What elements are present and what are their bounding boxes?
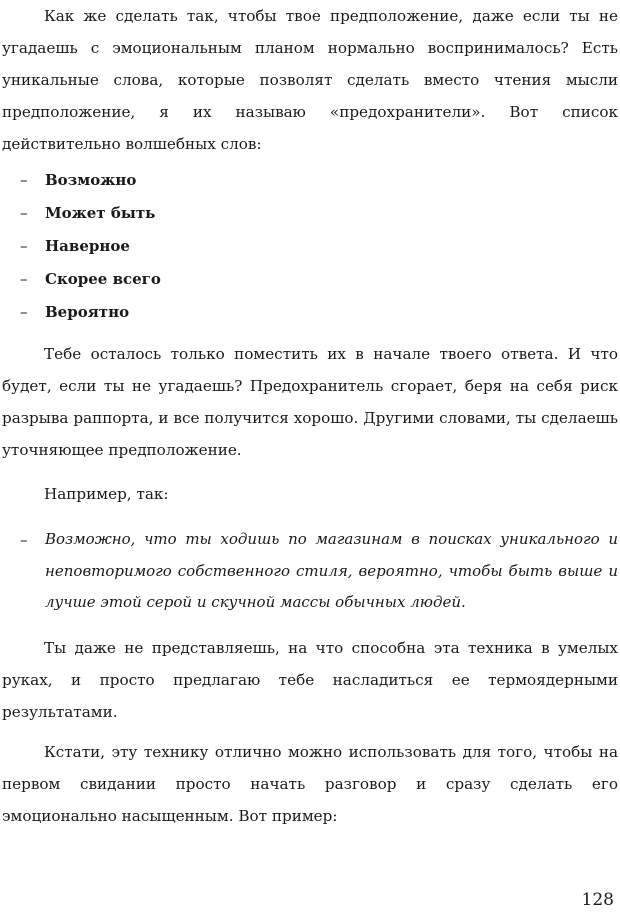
intro-paragraph: Как же сделать так, чтобы твое предположение, даже если ты не угадаешь с эмоциональным планом нормально воспринималось? Есть уникальные слова, которые позволят сделать вместо чтения мысли предположение, я их называю «предохранители». Вот список действительно волшебных слов: [2, 7, 618, 153]
magic-words-list [20, 164, 600, 329]
list-item [20, 263, 600, 296]
list-dash: – [20, 303, 28, 321]
body-paragraph: Тебе осталось только поместить их в начале твоего ответа. И что будет, если ты не угадаешь? Предохранитель сгорает, беря на себя риск разрыва раппорта, и все получится хорошо. Другими словами, ты сделаешь уточняющее предположение. [2, 345, 618, 459]
list-item [20, 296, 600, 329]
list-item [20, 197, 600, 230]
example-quote: Возможно, что ты ходишь по магазинам в поисках уникального и неповторимого собственного стиля, вероятно, чтобы быть выше и лучше этой серой и скучной массы обычных людей. [45, 530, 618, 611]
body-paragraph: Ты даже не представляешь, на что способна эта техника в умелых руках, и просто предлагаю тебе насладиться ее термоядерными результатами. [2, 639, 618, 721]
list-item [20, 230, 600, 263]
magic-word: Возможно [45, 171, 137, 189]
magic-word: Наверное [45, 237, 130, 255]
example-intro: Например, так: [44, 485, 169, 503]
list-dash: – [20, 270, 28, 288]
magic-word: Может быть [45, 204, 156, 222]
list-dash: – [20, 204, 28, 222]
list-dash: – [20, 171, 28, 189]
body-paragraph: Кстати, эту технику отлично можно использовать для того, чтобы на первом свидании просто начать разговор и сразу сделать его эмоционально насыщенным. Вот пример: [2, 743, 618, 825]
page-number: 128 [581, 890, 614, 910]
magic-word: Вероятно [45, 303, 130, 321]
list-item [20, 164, 600, 197]
example-quote-block [20, 524, 618, 619]
list-dash: – [20, 237, 28, 255]
quote-dash: – [20, 531, 28, 549]
magic-word: Скорее всего [45, 270, 161, 288]
